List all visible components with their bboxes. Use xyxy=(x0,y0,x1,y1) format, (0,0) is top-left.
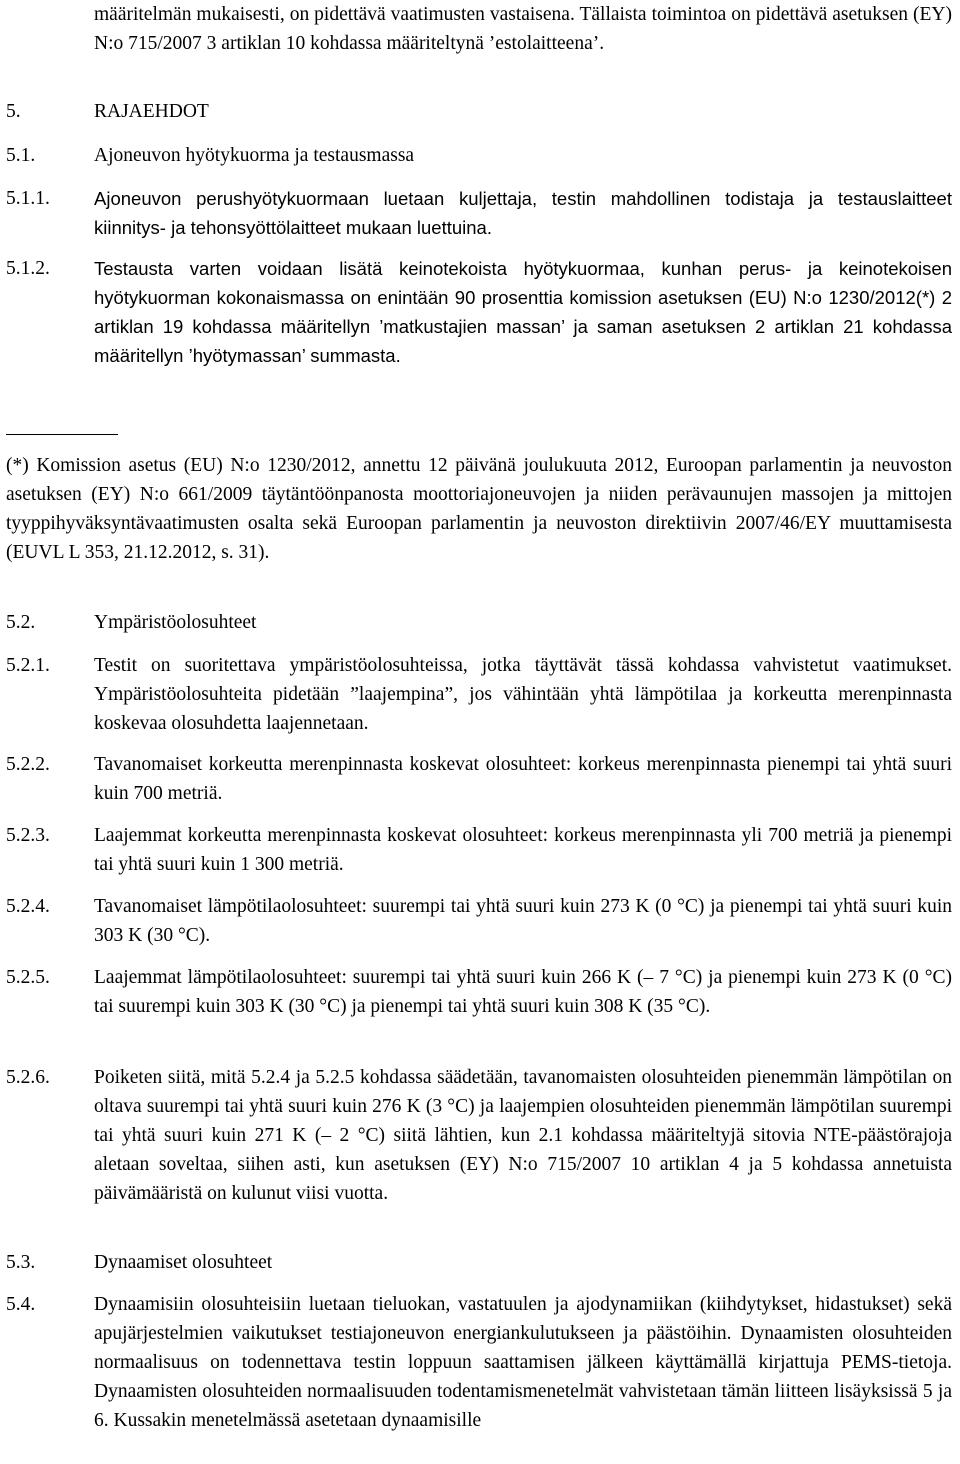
footnote xyxy=(6,451,952,567)
section-5-2-4 xyxy=(6,892,952,950)
section-number: 5.2.6. xyxy=(6,1067,50,1088)
section-number: 5.4. xyxy=(6,1294,36,1315)
section-text: Laajemmat lämpötilaolosuhteet: suurempi tai yhtä suuri kuin 266 K (– 7 °C) ja pienempi kuin 273 K (0 °C) tai suurempi kuin 303 K (30 °C) ja pienempi tai yhtä suuri kuin 308 K (35 °C). xyxy=(94,967,952,1017)
section-text: Poiketen siitä, mitä 5.2.4 ja 5.2.5 kohdassa säädetään, tavanomaisten olosuhteiden pienemmän lämpötilan on oltava suurempi tai yhtä suuri kuin 276 K (3 °C) ja laajempien olosuhteiden pienemmän lämpötilan suurempi tai yhtä suuri kuin 271 K (– 2 °C) siitä lähtien, kun 2.1 kohdassa määriteltyjä sitovia NTE-päästörajoja aletaan soveltaa, siihen asti, kun asetuksen (EY) N:o 715/2007 10 artiklan 4 ja 5 kohdassa annetuista päivämääristä on kulunut viisi vuotta. xyxy=(94,1067,952,1204)
section-title: RAJAEHDOT xyxy=(94,101,209,122)
section-text: Tavanomaiset lämpötilaolosuhteet: suurempi tai yhtä suuri kuin 273 K (0 °C) ja pienempi tai yhtä suuri kuin 303 K (30 °C). xyxy=(94,896,952,946)
section-number: 5.3. xyxy=(6,1252,36,1273)
section-5-2-1 xyxy=(6,651,952,738)
section-5-1-heading xyxy=(6,141,952,170)
footnote-separator xyxy=(6,434,118,435)
section-text: Ajoneuvon perushyötykuormaan luetaan kuljettaja, testin mahdollinen todistaja ja testauslaitteet kiinnitys- ja tehonsyöttölaitteet mukaan luettuina. xyxy=(94,188,952,238)
section-5-2-6 xyxy=(6,1063,952,1208)
section-text: Testausta varten voidaan lisätä keinotekoista hyötykuormaa, kunhan perus- ja keinotekoisen hyötykuorman kokonaismassa on enintään 90 prosenttia komission asetuksen (EU) N:o 1230/2012(*) 2 artiklan 19 kohdassa määritellyn ’matkustajien massan’ ja saman asetuksen 2 artiklan 21 kohdassa määritellyn ’hyötymassan’ summasta. xyxy=(94,258,952,366)
paragraph-text: määritelmän mukaisesti, on pidettävä vaatimusten vastaisena. Tällaista toimintoa on pidettävä asetuksen (EY) N:o 715/2007 3 artiklan 10 kohdassa määriteltynä ’estolaitteena’. xyxy=(94,4,952,54)
section-number: 5.1.2. xyxy=(6,258,50,279)
section-number: 5.2. xyxy=(6,612,36,633)
section-title: Ympäristöolosuhteet xyxy=(94,612,257,633)
section-number: 5. xyxy=(6,101,21,122)
section-number: 5.2.5. xyxy=(6,967,50,988)
section-5-2-heading xyxy=(6,608,952,637)
section-text: Laajemmat korkeutta merenpinnasta koskevat olosuhteet: korkeus merenpinnasta yli 700 metriä ja pienempi tai yhtä suuri kuin 1 300 metriä. xyxy=(94,825,952,875)
section-number: 5.2.2. xyxy=(6,754,50,775)
section-number: 5.1.1. xyxy=(6,188,50,209)
section-number: 5.1. xyxy=(6,145,36,166)
section-5-heading xyxy=(6,97,952,126)
section-text: Dynaamisiin olosuhteisiin luetaan tieluokan, vastatuulen ja ajodynamiikan (kiihdytykset, hidastukset) sekä apujärjestelmien vaikutukset testiajoneuvon energiankulutukseen ja päästöihin. Dynaamisten olosuhteiden normaalisuus on todennettava testin loppuun saattamisen jälkeen käyttämällä kirjattuja PEMS-tietoja. Dynaamisten olosuhteiden normaalisuuden todentamismenetelmät vahvistetaan tämän liitteen lisäyksissä 5 ja 6. Kussakin menetelmässä asetetaan dynaamisille xyxy=(94,1294,952,1431)
section-5-2-2 xyxy=(6,750,952,808)
section-5-3-heading xyxy=(6,1248,952,1277)
continuation-paragraph xyxy=(6,0,952,58)
section-number: 5.2.1. xyxy=(6,655,50,676)
section-5-4 xyxy=(6,1290,952,1435)
section-title: Ajoneuvon hyötykuorma ja testausmassa xyxy=(94,145,415,166)
section-text: Testit on suoritettava ympäristöolosuhteissa, jotka täyttävät tässä kohdassa vahvistetut vaatimukset. Ympäristöolosuhteita pidetään ”laajempina”, jos vähintään yhtä lämpötilaa ja korkeutta merenpinnasta koskevaa olosuhdetta laajennetaan. xyxy=(94,655,952,734)
section-5-2-5 xyxy=(6,963,952,1021)
section-title: Dynaamiset olosuhteet xyxy=(94,1252,273,1273)
footnote-text: (*) Komission asetus (EU) N:o 1230/2012, annettu 12 päivänä joulukuuta 2012, Euroopan parlamentin ja neuvoston asetuksen (EY) N:o 661/2009 täytäntöönpanosta moottoriajoneuvojen ja niiden perävaunujen massojen ja mittojen tyyppihyväksyntävaatimusten osalta sekä Euroopan parlamentin ja neuvoston direktiivin 2007/46/EY muuttamisesta (EUVL L 353, 21.12.2012, s. 31). xyxy=(6,455,952,563)
section-number: 5.2.4. xyxy=(6,896,50,917)
section-number: 5.2.3. xyxy=(6,825,50,846)
section-5-1-2 xyxy=(6,254,952,370)
section-5-1-1 xyxy=(6,184,952,242)
section-text: Tavanomaiset korkeutta merenpinnasta koskevat olosuhteet: korkeus merenpinnasta pienempi tai yhtä suuri kuin 700 metriä. xyxy=(94,754,952,804)
section-5-2-3 xyxy=(6,821,952,879)
